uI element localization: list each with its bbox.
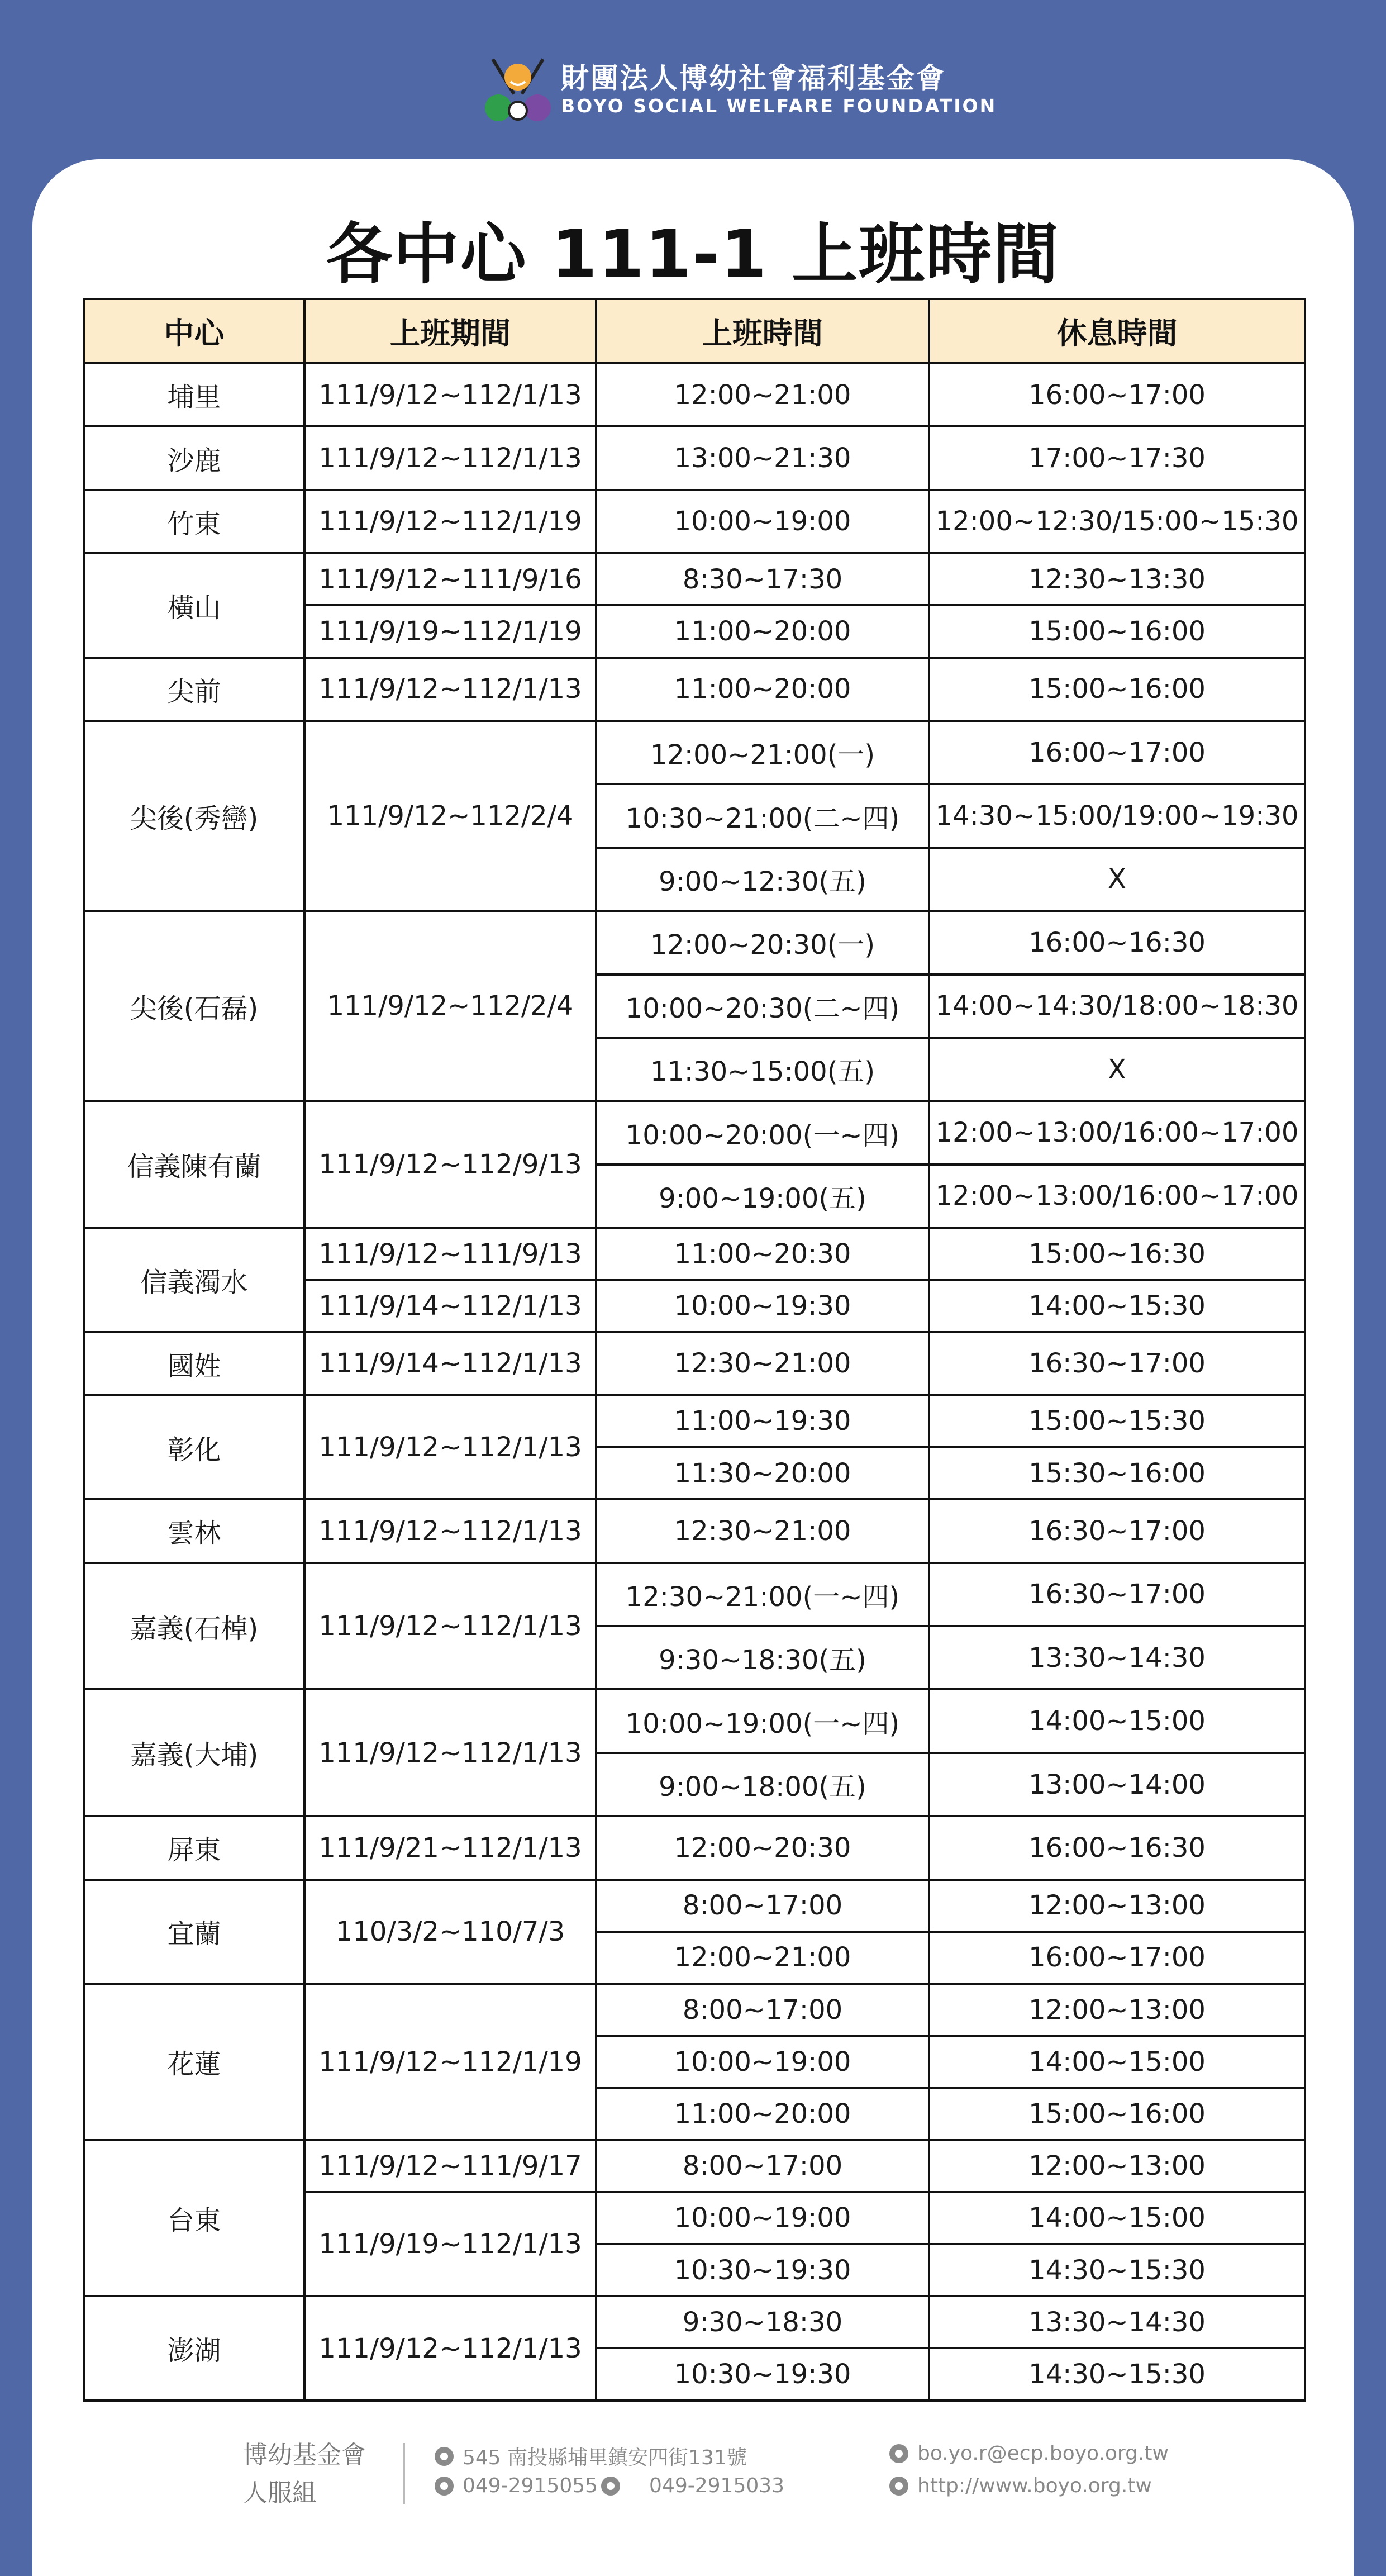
footer-address-text: 545 南投縣埔里鎮安四街131號 — [463, 2446, 747, 2469]
center-name-cell: 彰化 — [84, 1395, 304, 1499]
center-name-cell: 台東 — [84, 2140, 304, 2297]
center-name-cell: 花蓮 — [84, 1984, 304, 2140]
period-cell: 110/3/2~110/7/3 — [304, 1880, 596, 1984]
center-name-cell: 嘉義(石棹) — [84, 1563, 304, 1690]
schedule-table — [83, 298, 1306, 2402]
table-body — [84, 363, 1305, 2401]
rest-time-cell: 16:30~17:00 — [929, 1332, 1305, 1395]
column-header-period: 上班期間 — [304, 299, 596, 363]
period-cell: 111/9/14~112/1/13 — [304, 1280, 596, 1332]
footer-website-text[interactable]: http://www.boyo.org.tw — [917, 2474, 1152, 2497]
center-name-cell: 嘉義(大埔) — [84, 1689, 304, 1816]
org-name-en: BOYO SOCIAL WELFARE FOUNDATION — [561, 95, 997, 117]
center-name-cell: 尖後(秀巒) — [84, 721, 304, 911]
table-row — [84, 363, 1305, 426]
footer-phone-text: 049-2915055 — [463, 2474, 598, 2497]
work-time-cell: 10:30~19:30 — [596, 2244, 929, 2296]
rest-time-cell: 16:00~16:30 — [929, 1816, 1305, 1879]
rest-time-cell: 12:30~13:30 — [929, 553, 1305, 605]
table-row — [84, 1816, 1305, 1879]
work-time-cell: 12:00~20:30 — [596, 1816, 929, 1879]
work-time-cell: 9:00~12:30(五) — [596, 848, 929, 911]
rest-time-cell: 16:30~17:00 — [929, 1499, 1305, 1562]
work-time-cell: 12:00~21:00 — [596, 363, 929, 426]
rest-time-cell: 14:30~15:30 — [929, 2348, 1305, 2401]
center-name-cell: 尖後(石磊) — [84, 911, 304, 1101]
rest-time-cell: 14:30~15:00/19:00~19:30 — [929, 784, 1305, 847]
work-time-cell: 10:00~20:00(一~四) — [596, 1101, 929, 1164]
rest-time-cell: 15:00~16:00 — [929, 2088, 1305, 2140]
period-cell: 111/9/12~111/9/13 — [304, 1228, 596, 1280]
work-time-cell: 12:30~21:00(一~四) — [596, 1563, 929, 1626]
phone-icon — [435, 2477, 454, 2496]
period-cell: 111/9/12~112/2/4 — [304, 911, 596, 1101]
work-time-cell: 11:00~20:30 — [596, 1228, 929, 1280]
page-footer — [0, 2425, 1386, 2526]
rest-time-cell: 12:00~12:30/15:00~15:30 — [929, 490, 1305, 553]
period-cell: 111/9/12~112/1/19 — [304, 490, 596, 553]
rest-time-cell: 16:00~16:30 — [929, 911, 1305, 974]
period-cell: 111/9/12~112/1/13 — [304, 658, 596, 721]
work-time-cell: 11:30~20:00 — [596, 1447, 929, 1499]
table-row — [84, 553, 1305, 605]
work-time-cell: 9:30~18:30 — [596, 2296, 929, 2348]
work-time-cell: 10:30~19:30 — [596, 2348, 929, 2401]
work-time-cell: 13:00~21:30 — [596, 426, 929, 489]
column-header-rest-time: 休息時間 — [929, 299, 1305, 363]
footer-divider — [403, 2443, 405, 2504]
table-row — [84, 1499, 1305, 1562]
rest-time-cell: 14:00~15:00 — [929, 1689, 1305, 1752]
period-cell: 111/9/12~112/9/13 — [304, 1101, 596, 1228]
table-row — [84, 1332, 1305, 1395]
period-cell: 111/9/12~112/1/13 — [304, 1499, 596, 1562]
page-header — [0, 0, 1386, 156]
work-time-cell: 9:00~18:00(五) — [596, 1753, 929, 1816]
period-cell: 111/9/21~112/1/13 — [304, 1816, 596, 1879]
table-row — [84, 426, 1305, 489]
period-cell: 111/9/12~112/1/13 — [304, 1689, 596, 1816]
work-time-cell: 8:00~17:00 — [596, 1984, 929, 2036]
rest-time-cell: X — [929, 848, 1305, 911]
footer-department — [243, 2436, 366, 2512]
period-cell: 111/9/12~112/1/13 — [304, 426, 596, 489]
work-time-cell: 10:00~20:30(二~四) — [596, 975, 929, 1038]
footer-phone — [435, 2474, 784, 2497]
rest-time-cell: 15:00~16:30 — [929, 1228, 1305, 1280]
rest-time-cell: 12:00~13:00/16:00~17:00 — [929, 1101, 1305, 1164]
work-time-cell: 10:00~19:00 — [596, 2036, 929, 2088]
center-name-cell: 橫山 — [84, 553, 304, 657]
rest-time-cell: 12:00~13:00/16:00~17:00 — [929, 1165, 1305, 1228]
work-time-cell: 11:00~19:30 — [596, 1395, 929, 1447]
footer-fax-text: 049-2915033 — [649, 2474, 785, 2497]
rest-time-cell: 15:00~16:00 — [929, 658, 1305, 721]
boyo-logo-icon — [482, 55, 554, 127]
footer-dept-line1: 博幼基金會 — [243, 2441, 366, 2469]
center-name-cell: 埔里 — [84, 363, 304, 426]
work-time-cell: 10:30~21:00(二~四) — [596, 784, 929, 847]
table-row — [84, 1395, 1305, 1447]
column-header-center: 中心 — [84, 299, 304, 363]
table-row — [84, 1880, 1305, 1932]
footer-address — [435, 2442, 747, 2470]
rest-time-cell: 14:30~15:30 — [929, 2244, 1305, 2296]
footer-dept-line2: 人服組 — [243, 2479, 317, 2507]
fax-icon — [601, 2477, 620, 2496]
work-time-cell: 11:30~15:00(五) — [596, 1038, 929, 1101]
work-time-cell: 10:00~19:00(一~四) — [596, 1689, 929, 1752]
work-time-cell: 12:00~21:00 — [596, 1932, 929, 1984]
period-cell: 111/9/19~112/1/13 — [304, 2192, 596, 2296]
period-cell: 111/9/12~111/9/17 — [304, 2140, 596, 2192]
work-time-cell: 8:00~17:00 — [596, 1880, 929, 1932]
period-cell: 111/9/12~112/1/13 — [304, 1395, 596, 1499]
table-row — [84, 1563, 1305, 1626]
period-cell: 111/9/12~112/1/13 — [304, 1563, 596, 1690]
rest-time-cell: 15:30~16:00 — [929, 1447, 1305, 1499]
work-time-cell: 8:30~17:30 — [596, 553, 929, 605]
center-name-cell: 信義陳有蘭 — [84, 1101, 304, 1228]
work-time-cell: 12:00~20:30(一) — [596, 911, 929, 974]
rest-time-cell: 12:00~13:00 — [929, 2140, 1305, 2192]
rest-time-cell: 14:00~15:00 — [929, 2036, 1305, 2088]
work-time-cell: 11:00~20:00 — [596, 2088, 929, 2140]
table-row — [84, 721, 1305, 784]
table-row — [84, 1101, 1305, 1164]
home-icon — [889, 2477, 908, 2496]
work-time-cell: 10:00~19:00 — [596, 490, 929, 553]
rest-time-cell: 13:30~14:30 — [929, 1626, 1305, 1689]
work-time-cell: 12:30~21:00 — [596, 1332, 929, 1395]
period-cell: 111/9/12~111/9/16 — [304, 553, 596, 605]
center-name-cell: 屏東 — [84, 1816, 304, 1879]
footer-email — [889, 2442, 1169, 2465]
rest-time-cell: 17:00~17:30 — [929, 426, 1305, 489]
center-name-cell: 沙鹿 — [84, 426, 304, 489]
work-time-cell: 12:30~21:00 — [596, 1499, 929, 1562]
page-title: 各中心 111-1 上班時間 — [326, 216, 1060, 293]
work-time-cell: 9:00~19:00(五) — [596, 1165, 929, 1228]
period-cell: 111/9/12~112/1/13 — [304, 363, 596, 426]
column-header-work-time: 上班時間 — [596, 299, 929, 363]
center-name-cell: 澎湖 — [84, 2296, 304, 2401]
center-name-cell: 信義濁水 — [84, 1228, 304, 1332]
rest-time-cell: 16:00~17:00 — [929, 363, 1305, 426]
work-time-cell: 10:00~19:30 — [596, 1280, 929, 1332]
rest-time-cell: 13:00~14:00 — [929, 1753, 1305, 1816]
table-row — [84, 1984, 1305, 2036]
location-icon — [435, 2447, 454, 2466]
table-row — [84, 911, 1305, 974]
table-row — [84, 1689, 1305, 1752]
work-time-cell: 12:00~21:00(一) — [596, 721, 929, 784]
center-name-cell: 竹東 — [84, 490, 304, 553]
table-row — [84, 2140, 1305, 2192]
period-cell: 111/9/12~112/2/4 — [304, 721, 596, 911]
rest-time-cell: 13:30~14:30 — [929, 2296, 1305, 2348]
table-header-row — [84, 299, 1305, 363]
table-row — [84, 658, 1305, 721]
table-row — [84, 2296, 1305, 2348]
center-name-cell: 尖前 — [84, 658, 304, 721]
rest-time-cell: 16:30~17:00 — [929, 1563, 1305, 1626]
rest-time-cell: 14:00~15:00 — [929, 2192, 1305, 2244]
work-time-cell: 8:00~17:00 — [596, 2140, 929, 2192]
rest-time-cell: 16:00~17:00 — [929, 721, 1305, 784]
rest-time-cell: 12:00~13:00 — [929, 1880, 1305, 1932]
table-row — [84, 490, 1305, 553]
rest-time-cell: 16:00~17:00 — [929, 1932, 1305, 1984]
period-cell: 111/9/12~112/1/19 — [304, 1984, 596, 2140]
period-cell: 111/9/12~112/1/13 — [304, 2296, 596, 2401]
rest-time-cell: 12:00~13:00 — [929, 1984, 1305, 2036]
rest-time-cell: 14:00~14:30/18:00~18:30 — [929, 975, 1305, 1038]
rest-time-cell: X — [929, 1038, 1305, 1101]
footer-website — [889, 2474, 1152, 2497]
email-icon — [889, 2444, 908, 2463]
org-name-zh: 財團法人博幼社會福利基金會 — [561, 62, 946, 94]
footer-email-text[interactable]: bo.yo.r@ecp.boyo.org.tw — [917, 2442, 1169, 2465]
work-time-cell: 11:00~20:00 — [596, 605, 929, 657]
center-name-cell: 雲林 — [84, 1499, 304, 1562]
work-time-cell: 11:00~20:00 — [596, 658, 929, 721]
period-cell: 111/9/19~112/1/19 — [304, 605, 596, 657]
rest-time-cell: 15:00~16:00 — [929, 605, 1305, 657]
center-name-cell: 宜蘭 — [84, 1880, 304, 1984]
table-row — [84, 1228, 1305, 1280]
period-cell: 111/9/14~112/1/13 — [304, 1332, 596, 1395]
center-name-cell: 國姓 — [84, 1332, 304, 1395]
rest-time-cell: 15:00~15:30 — [929, 1395, 1305, 1447]
rest-time-cell: 14:00~15:30 — [929, 1280, 1305, 1332]
work-time-cell: 9:30~18:30(五) — [596, 1626, 929, 1689]
work-time-cell: 10:00~19:00 — [596, 2192, 929, 2244]
